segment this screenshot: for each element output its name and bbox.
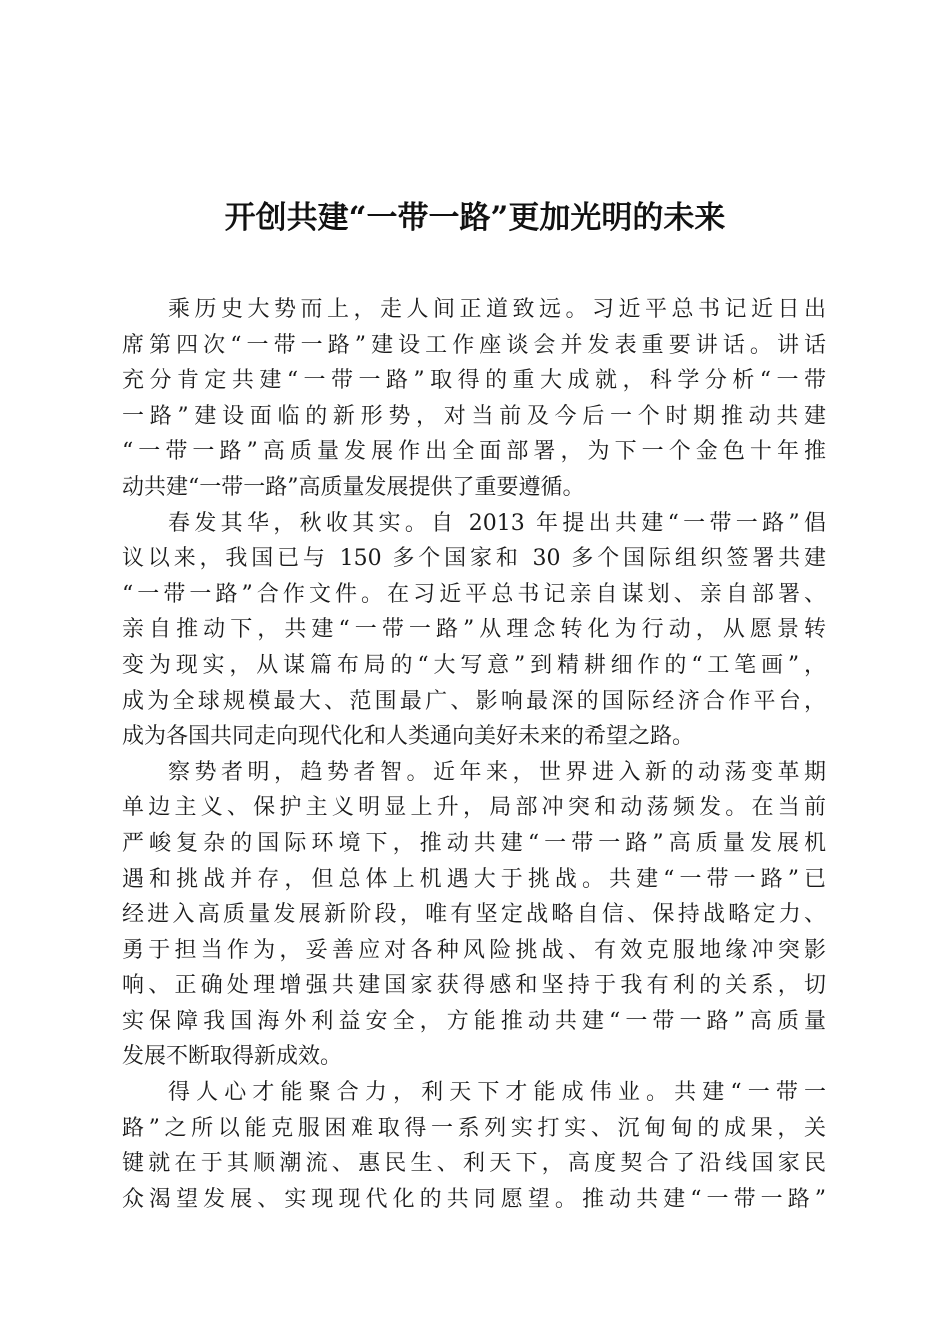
text-line: 单边主义、保护主义明显上升，局部冲突和动荡频发。在当前 [122,795,826,821]
text-line: 变为现实，从谋篇布局的“大写意”到精耕细作的“工笔画”， [122,652,826,678]
text-line: 议以来，我国已与 150 多个国家和 30 多个国际组织签署共建 [122,546,826,572]
text-line: 实保障我国海外利益安全，方能推动共建“一带一路”高质量 [122,1008,826,1034]
text-line: 得人心才能聚合力，利天下才能成伟业。共建“一带一 [168,1080,826,1106]
text-line: 动共建“一带一路”高质量发展提供了重要遵循。 [122,474,585,500]
document-body [122,292,826,1217]
text-line: 众渴望发展、实现现代化的共同愿望。推动共建“一带一路” [122,1186,826,1212]
paragraph-4 [122,1075,826,1217]
text-line: 遇和挑战并存，但总体上机遇大于挑战。共建“一带一路”已 [122,866,826,892]
text-line: 经进入高质量发展新阶段，唯有坚定战略自信、保持战略定力、 [122,902,826,928]
paragraph-3 [122,755,826,1075]
text-line: 路”之所以能克服困难取得一系列实打实、沉甸甸的成果，关 [122,1115,826,1141]
text-line: “一带一路”高质量发展作出全面部署，为下一个金色十年推 [122,439,826,465]
text-line: 乘历史大势而上，走人间正道致远。习近平总书记近日出 [168,297,826,322]
text-line: 充分肯定共建“一带一路”取得的重大成就，科学分析“一带 [122,368,826,394]
text-line: 春发其华，秋收其实。自 2013 年提出共建“一带一路”倡 [168,510,826,536]
text-line: 成为全球规模最大、范围最广、影响最深的国际经济合作平台， [122,688,826,714]
text-line: 键就在于其顺潮流、惠民生、利天下，高度契合了沿线国家民 [122,1151,826,1177]
text-line: 严峻复杂的国际环境下，推动共建“一带一路”高质量发展机 [122,830,826,856]
paragraph-2 [122,506,826,755]
text-line: 勇于担当作为，妥善应对各种风险挑战、有效克服地缘冲突影 [122,937,826,963]
document-title: 开创共建“一带一路”更加光明的未来 [224,200,726,236]
paragraph-1 [122,292,826,506]
text-line: 席第四次“一带一路”建设工作座谈会并发表重要讲话。讲话 [122,332,826,358]
text-line: 响、正确处理增强共建国家获得感和坚持于我有利的关系，切 [122,973,826,999]
text-line: 一路”建设面临的新形势，对当前及今后一个时期推动共建 [122,403,826,429]
text-line: “一带一路”合作文件。在习近平总书记亲自谋划、亲自部署、 [122,581,826,607]
text-line: 察势者明，趋势者智。近年来，世界进入新的动荡变革期 [168,759,826,785]
text-line: 成为各国共同走向现代化和人类通向美好未来的希望之路。 [122,724,695,750]
text-line: 发展不断取得新成效。 [122,1044,343,1070]
text-line: 亲自推动下，共建“一带一路”从理念转化为行动，从愿景转 [122,617,826,643]
